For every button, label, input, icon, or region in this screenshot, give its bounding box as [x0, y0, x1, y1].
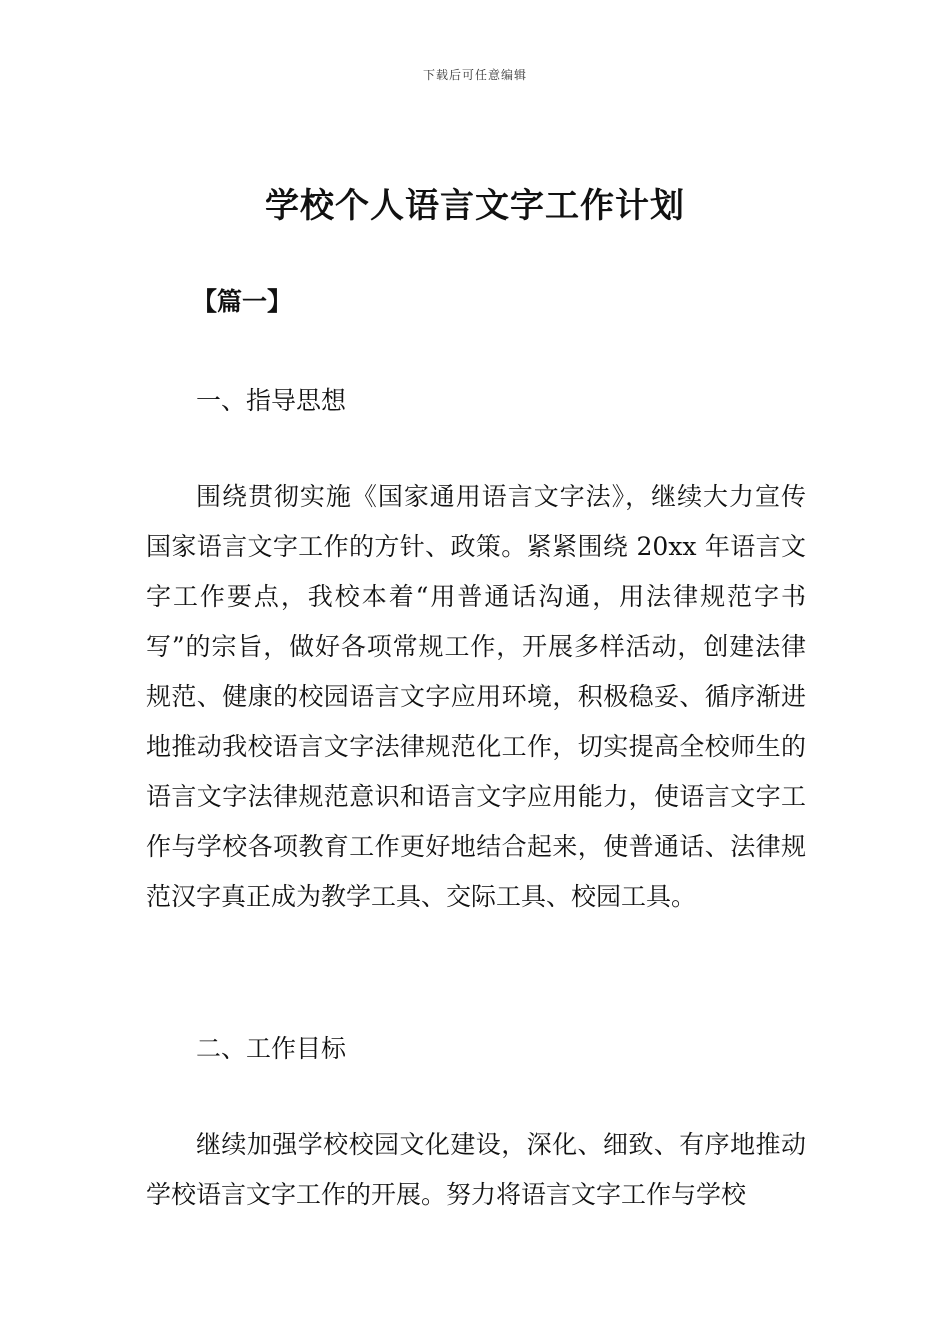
header-note: 下载后可任意编辑 — [422, 68, 527, 82]
heading-guiding-ideology: 一、指导思想 — [196, 386, 347, 415]
paragraph-work-goals: 继续加强学校校园文化建设，深化、细致、有序地推动学校语言文字工作的开展。努力将语言文字工作与学校 — [146, 1130, 806, 1209]
heading-work-goals: 二、工作目标 — [196, 1034, 347, 1063]
paragraph-guiding-ideology: 围绕贯彻实施《国家通用语言文字法》，继续大力宣传国家语言文字工作的方针、政策。紧紧围绕 20xx 年语言文字工作要点，我校本着“用普通话沟通，用法律规范字书写”的宗旨，做好各项常规工作，开展多样活动，创建法律规范、健康的校园语言文字应用环境，积极稳妥、循序渐进地推动我校语言文字法律规范化工作，切实提高全校师生的语言文字法律规范意识和语言文字应用能力，使语言文字工作与学校各项教育工作更好地结合起来，使普通话、法律规范汉字真正成为教学工具、交际工具、校园工具。 — [146, 482, 806, 911]
section-label: 【篇一】 — [192, 287, 293, 316]
document-title: 学校个人语言文字工作计划 — [265, 186, 685, 226]
